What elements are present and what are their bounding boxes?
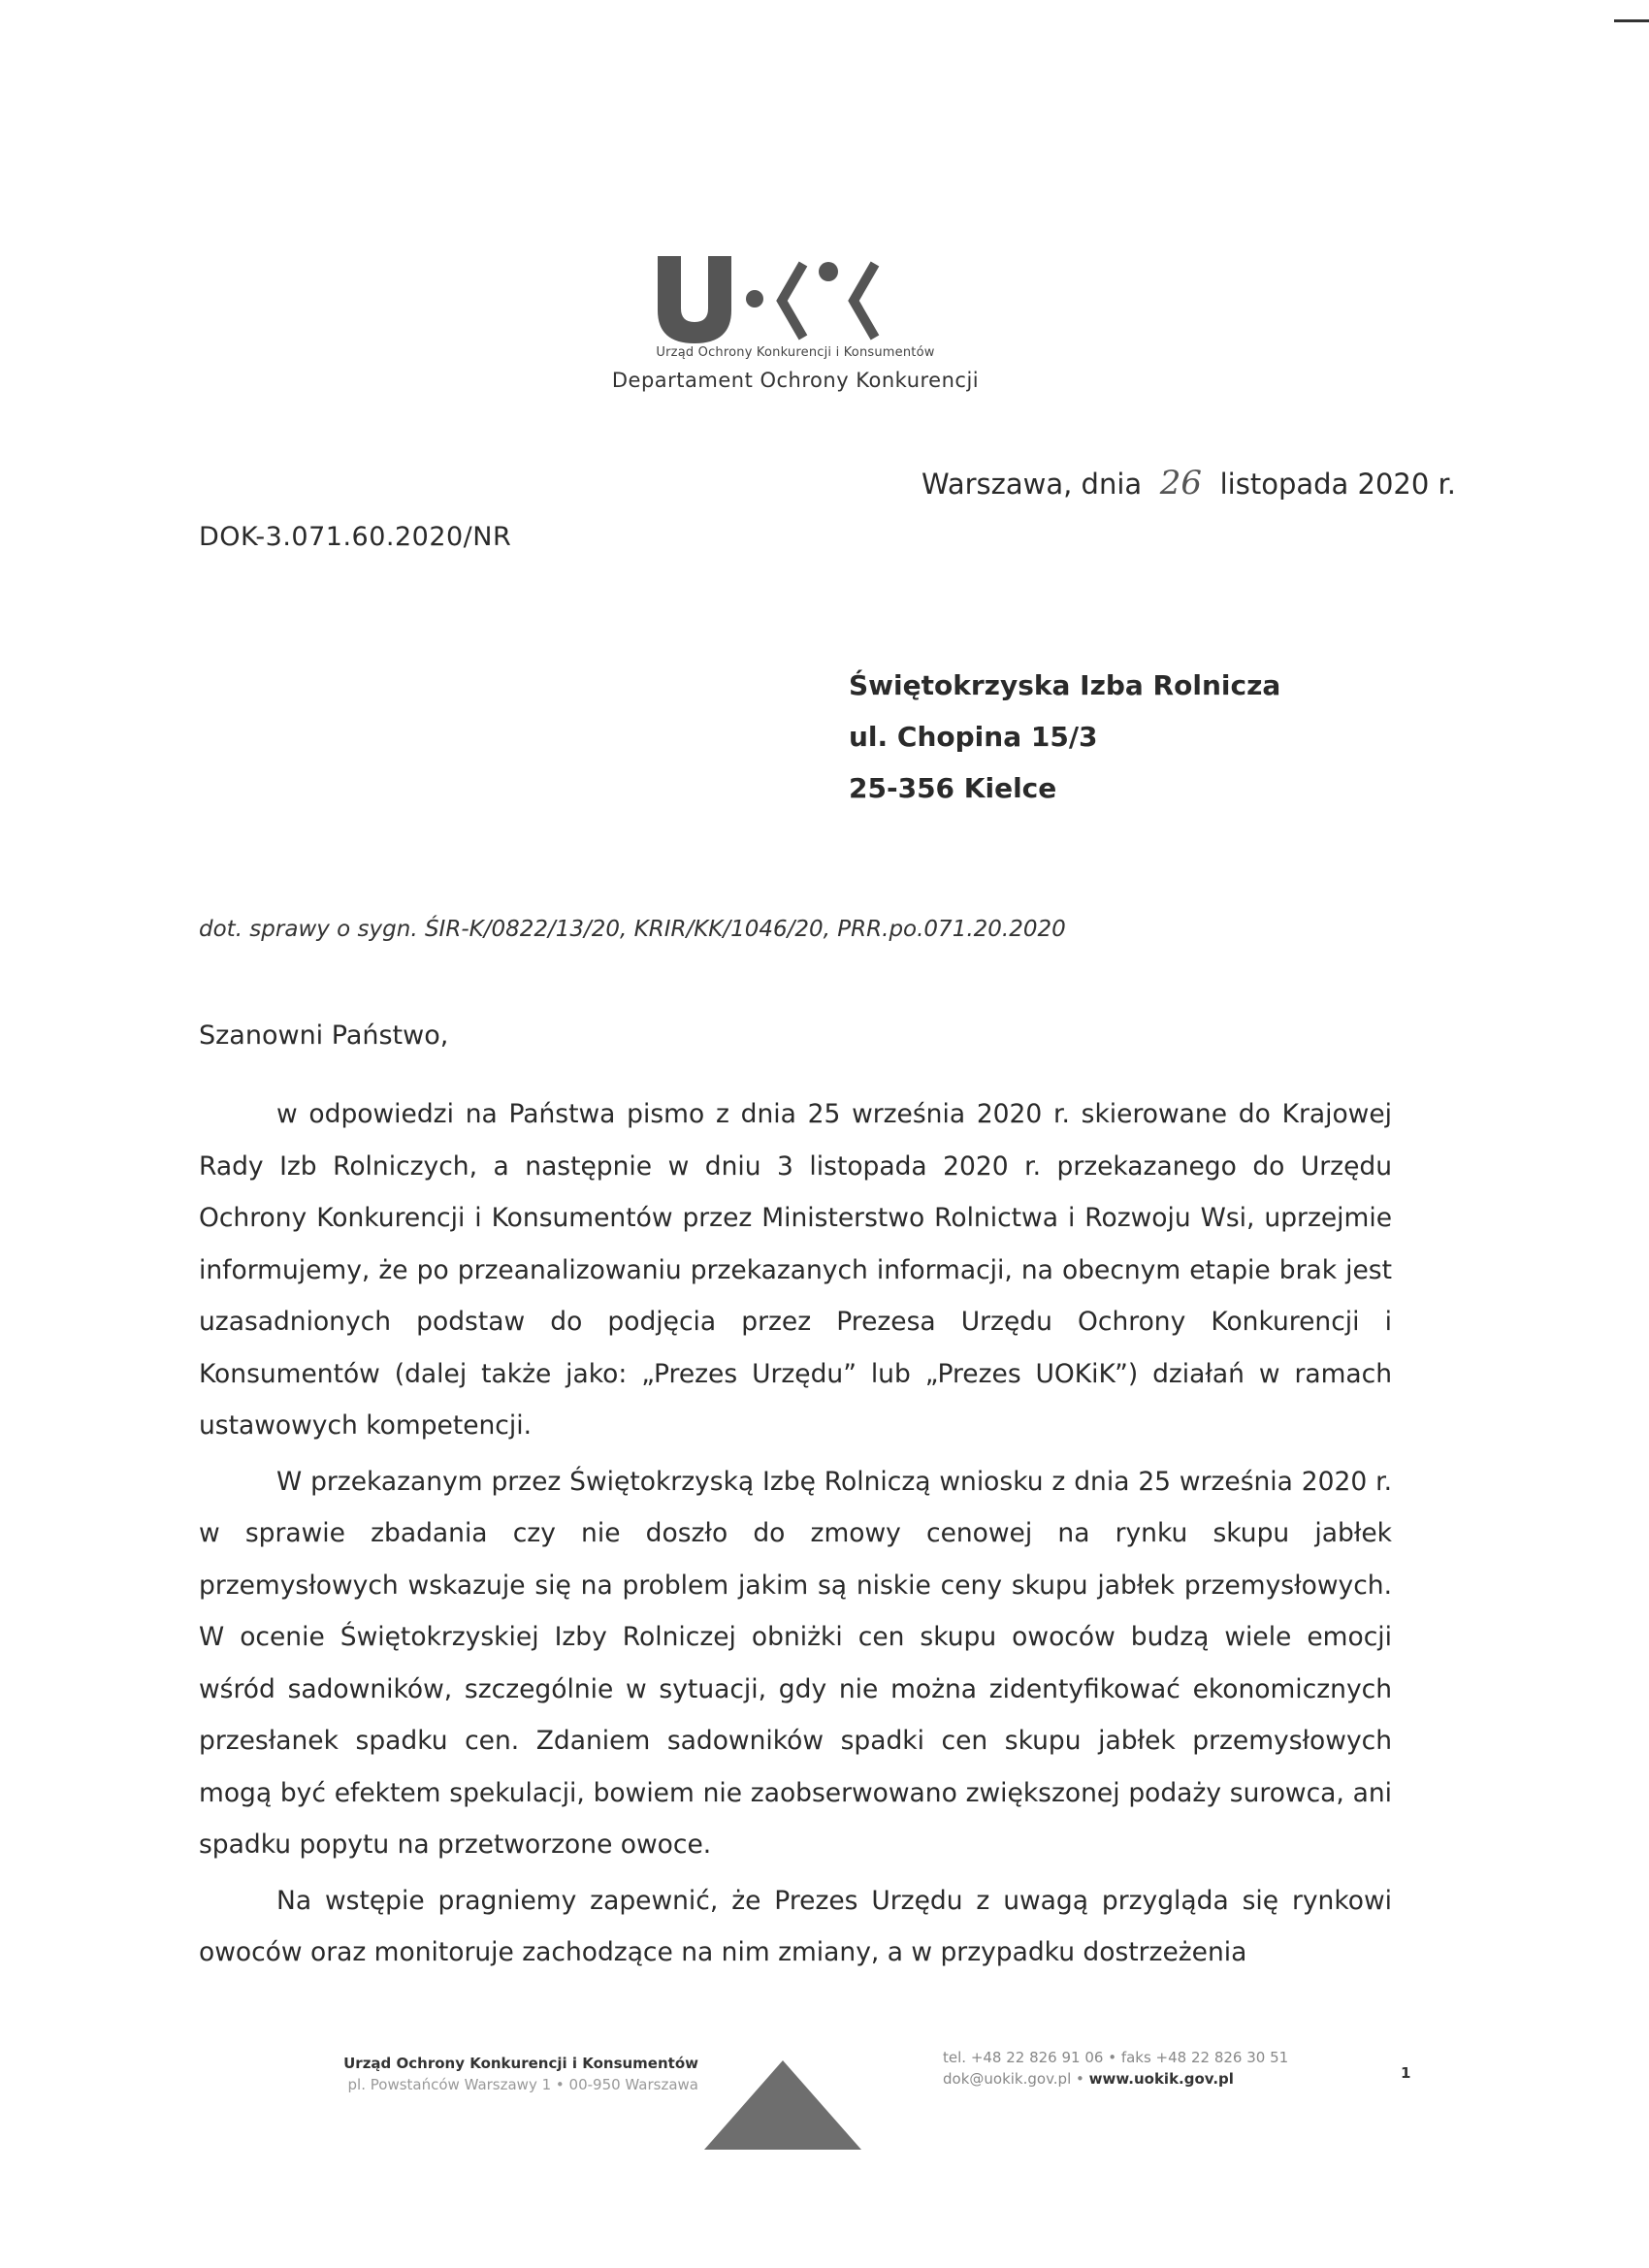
paragraph-2: W przekazanym przez Świętokrzyską Izbę Rolniczą wniosku z dnia 25 września 2020 r. w sprawie zbadania czy nie doszło do zmowy cenowej na rynku skupu jabłek przemysłowych wskazuje się na problem jakim są niskie ceny skupu jabłek przemysłowych. W ocenie Świętokrzyskiej Izby Rolniczej obniżki cen skupu owoców budzą wiele emocji wśród sadowników, szczególnie w sytuacji, gdy nie można zidentyfikować ekonomicznych przesłanek spadku cen. Zdaniem sadowników spadki cen skupu jabłek przemysłowych mogą być efektem spekulacji, bowiem nie zaobserwowano zwiększonej podaży surowca, ani spadku popytu na przetworzone owoce. [199, 1466, 1392, 1860]
footer-website: www.uokik.gov.pl [1088, 2070, 1234, 2088]
recipient-city: 25-356 Kielce [849, 772, 1057, 804]
subject-line: dot. sprawy o sygn. ŚIR-K/0822/13/20, KRIR/KK/1046/20, PRR.po.071.20.2020 [199, 917, 1066, 942]
date-suffix: listopada 2020 r. [1219, 468, 1457, 501]
top-edge-rule [1614, 19, 1649, 22]
date-prefix: Warszawa, dnia [922, 468, 1143, 501]
recipient-address [849, 660, 1280, 814]
recipient-street: ul. Chopina 15/3 [849, 721, 1098, 753]
date-day-handwritten: 26 [1159, 464, 1203, 502]
footer-email-web [943, 2068, 1288, 2090]
footer-org-name: Urząd Ochrony Konkurencji i Konsumentów [343, 2055, 698, 2072]
page-number: 1 [1401, 2064, 1411, 2082]
department-name: Departament Ochrony Konkurencji [611, 369, 980, 392]
salutation: Szanowni Państwo, [199, 1021, 449, 1051]
letter-body [199, 1088, 1392, 1979]
footer-address-block [291, 2053, 698, 2095]
footer-email: dok@uokik.gov.pl • [943, 2070, 1084, 2088]
date-line [922, 464, 1456, 502]
recipient-name: Świętokrzyska Izba Rolnicza [849, 669, 1281, 701]
paragraph-1: w odpowiedzi na Państwa pismo z dnia 25 września 2020 r. skierowane do Krajowej Rady Izb Rolniczych, a następnie w dniu 3 listopada 2020 r. przekazanego do Urzędu Ochrony Konkurencji i Konsumentów przez Ministerstwo Rolnictwa i Rozwoju Wsi, uprzejmie informujemy, że po przeanalizowaniu przekazanych informacji, na obecnym etapie brak jest uzasadnionych podstaw do podjęcia przez Prezesa Urzędu Ochrony Konkurencji i Konsumentów (dalej także jako: „Prezes Urzędu” lub „Prezes UOKiK”) działań w ramach ustawowych kompetencji. [199, 1099, 1392, 1441]
footer-phone-fax: tel. +48 22 826 91 06 • faks +48 22 826 30 51 [943, 2049, 1289, 2066]
uokik-logo [650, 250, 941, 347]
footer-address: pl. Powstańców Warszawy 1 • 00-950 Warszawa [347, 2076, 698, 2093]
triangle-logo-icon [700, 2057, 865, 2154]
reference-number: DOK-3.071.60.2020/NR [199, 522, 512, 552]
org-name-small: Urząd Ochrony Konkurencji i Konsumentów [656, 345, 935, 360]
footer-contact-block [943, 2047, 1288, 2090]
paragraph-3: Na wstępie pragniemy zapewnić, że Prezes Urzędu z uwagą przygląda się rynkowi owoców oraz monitoruje zachodzące na nim zmiany, a w przypadku dostrzeżenia [199, 1885, 1392, 1967]
